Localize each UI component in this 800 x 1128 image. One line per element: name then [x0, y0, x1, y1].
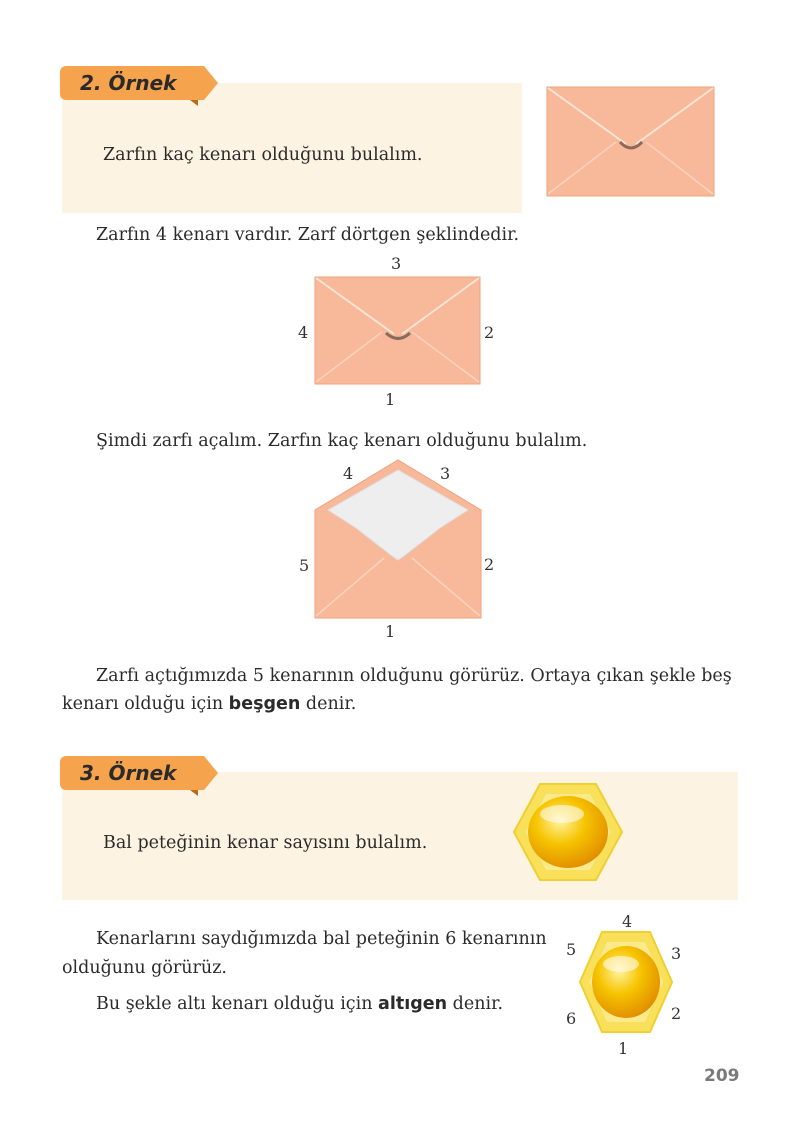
paragraph-3-text: kenarı olduğu için	[62, 694, 229, 714]
hex-label-bottom: 1	[618, 1039, 629, 1058]
open-label-left: 5	[299, 556, 310, 575]
example-2-tag	[60, 66, 204, 100]
paragraph-5	[96, 991, 503, 1017]
closed-label-left: 4	[298, 323, 309, 342]
open-label-top-left: 4	[343, 464, 354, 483]
open-label-right: 2	[484, 555, 495, 574]
hex-label-top-left: 5	[566, 940, 577, 959]
example-2-tag-label: 2. Örnek	[80, 71, 177, 95]
closed-label-right: 2	[484, 323, 495, 342]
hex-label-top: 4	[622, 912, 633, 931]
closed-label-top: 3	[391, 254, 402, 273]
paragraph-3-end: denir.	[300, 694, 357, 714]
example-3-tag	[60, 756, 204, 790]
hex-label-bottom-right: 2	[671, 1004, 682, 1023]
open-label-top-right: 3	[440, 464, 451, 483]
page-number: 209	[704, 1066, 740, 1086]
hex-label-bottom-left: 6	[566, 1009, 577, 1028]
hex-label-top-right: 3	[671, 944, 682, 963]
labeled-honeycomb	[578, 930, 674, 1034]
open-label-bottom: 1	[385, 622, 396, 641]
honeycomb-image	[512, 782, 624, 882]
paragraph-3-line-1: Zarfı açtığımızda 5 kenarının olduğunu görürüz. Ortaya çıkan şekle beş	[96, 666, 732, 686]
paragraph-5-end: denir.	[447, 994, 504, 1014]
paragraph-4-line-1: Kenarlarını saydığımızda bal peteğinin 6 kenarının	[96, 929, 547, 949]
term-hexagon: altıgen	[378, 994, 448, 1014]
closed-label-bottom: 1	[385, 390, 396, 409]
paragraph-1: Zarfın 4 kenarı vardır. Zarf dörtgen şeklindedir.	[96, 225, 520, 245]
envelope-image	[546, 86, 716, 198]
closed-envelope	[314, 276, 482, 386]
term-pentagon: beşgen	[228, 694, 301, 714]
example-2-question: Zarfın kaç kenarı olduğunu bulalım.	[103, 145, 423, 165]
example-3-tag-label: 3. Örnek	[80, 761, 177, 785]
paragraph-5-text: Bu şekle altı kenarı olduğu için	[96, 994, 379, 1014]
example-3-question: Bal peteğinin kenar sayısını bulalım.	[103, 833, 428, 853]
paragraph-3-line-2	[62, 691, 356, 717]
paragraph-4-line-2: olduğunu görürüz.	[62, 958, 227, 978]
open-envelope	[314, 458, 482, 620]
paragraph-2: Şimdi zarfı açalım. Zarfın kaç kenarı olduğunu bulalım.	[96, 431, 588, 451]
